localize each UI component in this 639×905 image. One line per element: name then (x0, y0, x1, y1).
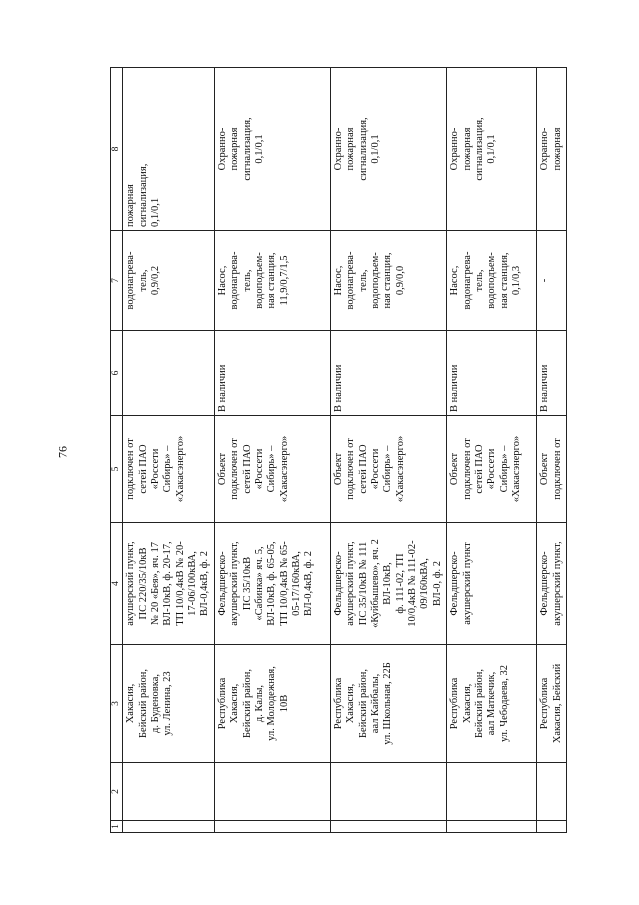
cell-connection: Объект подключен от (537, 416, 567, 523)
cell-address: Республика Хакасия, Бейский (537, 645, 567, 763)
cell-alarm: Охранно- пожарная сигнализация, 0,1/0,1 (447, 68, 537, 231)
rotated-table-frame (110, 68, 563, 833)
cell-address: Республика Хакасия, Бейский район, аал Кайбалы, ул. Школьная, 22Б (330, 645, 446, 763)
facilities-table (110, 67, 567, 833)
cell-connection: подключен от сетей ПАО «Россети Сибирь» – «Хакасэнерго» (123, 416, 215, 523)
cell-address: Республика Хакасия, Бейский район, д. Калы, ул. Молодежная, 10В (214, 645, 330, 763)
cell-number (123, 821, 215, 833)
page-number: 76 (55, 446, 70, 458)
cell-connection: Объект подключен от сетей ПАО «Россети Сибирь» – «Хакасэнерго» (214, 416, 330, 523)
cell-alarm: Охранно- пожарная сигнализация, 0,1/0,1 (214, 68, 330, 231)
cell-object: акушерский пункт, ПС 220/35/10кВ № 20 «Бея», яч. 17 ВЛ-10кВ, ф. 20-17, ТП 10/0,4кВ № 20- 17-06/100кВА, ВЛ-0,4кВ, ф. 2 (123, 523, 215, 645)
cell-availability: В наличии (330, 331, 446, 416)
table-row (537, 68, 567, 833)
table-row (330, 68, 446, 833)
cell-object: Фельдшерско- акушерский пункт, ПС 35/10кВ № 111 «Куйбышево», яч. 2 ВЛ-10кВ, ф. 111-02, ТП 10/0,4кВ № 111-02- 09/160кВА, ВЛ-0, ф. 2 (330, 523, 446, 645)
cell-name (447, 763, 537, 821)
cell-address: Республика Хакасия, Бейский район, аал Маткечик, ул. Чебодаева, 32 (447, 645, 537, 763)
cell-equipment: водонагрева- тель, 0,9/0,2 (123, 231, 215, 331)
cell-object: Фельдшерско- акушерский пункт, ПС 35/10кВ «Сабинка» яч. 5, ВЛ-10кВ, ф. 65-05, ТП 10/0,4кВ № 65- 05-17/160кВА, ВЛ-0,4кВ, ф. 2 (214, 523, 330, 645)
cell-object: Фельдшерско- акушерский пункт, (537, 523, 567, 645)
cell-number (537, 821, 567, 833)
cell-name (537, 763, 567, 821)
table-row (123, 68, 215, 833)
cell-address: Хакасия, Бейский район, д. Буденовка, ул. Ленина, 23 (123, 645, 215, 763)
cell-availability: В наличии (447, 331, 537, 416)
cell-alarm: пожарная сигнализация, 0,1/0,1 (123, 68, 215, 231)
column-header: 1 (111, 821, 123, 833)
cell-connection: Объект подключен от сетей ПАО «Россети Сибирь» – «Хакасэнерго» (447, 416, 537, 523)
table-row (214, 68, 330, 833)
cell-equipment: Насос, водонагрева- тель, водоподъем- ная станция, 11,9/0,7/1,5 (214, 231, 330, 331)
cell-name (123, 763, 215, 821)
column-header: 4 (111, 523, 123, 645)
cell-equipment: Насос, водонагрева- тель, водоподъем- ная станция, 0,9/0,0 (330, 231, 446, 331)
column-header: 8 (111, 68, 123, 231)
cell-alarm: Охранно- пожарная сигнализация, 0,1/0,1 (330, 68, 446, 231)
cell-connection: Объект подключен от сетей ПАО «Россети Сибирь» – «Хакасэнерго» (330, 416, 446, 523)
column-header: 2 (111, 763, 123, 821)
column-header: 3 (111, 645, 123, 763)
cell-availability (123, 331, 215, 416)
cell-name (330, 763, 446, 821)
cell-number (330, 821, 446, 833)
column-header: 7 (111, 231, 123, 331)
cell-equipment: Насос, водонагрева- тель, водоподъем- ная станция, 0,1/0,3 (447, 231, 537, 331)
cell-availability: В наличии (214, 331, 330, 416)
cell-name (214, 763, 330, 821)
table-container (110, 68, 563, 833)
table-row (447, 68, 537, 833)
cell-object: Фельдшерско- акушерский пункт (447, 523, 537, 645)
column-header: 5 (111, 416, 123, 523)
header-row (111, 68, 123, 833)
cell-number (447, 821, 537, 833)
cell-number (214, 821, 330, 833)
cell-availability: В наличии (537, 331, 567, 416)
cell-alarm: Охранно- пожарная (537, 68, 567, 231)
cell-equipment: - (537, 231, 567, 331)
column-header: 6 (111, 331, 123, 416)
